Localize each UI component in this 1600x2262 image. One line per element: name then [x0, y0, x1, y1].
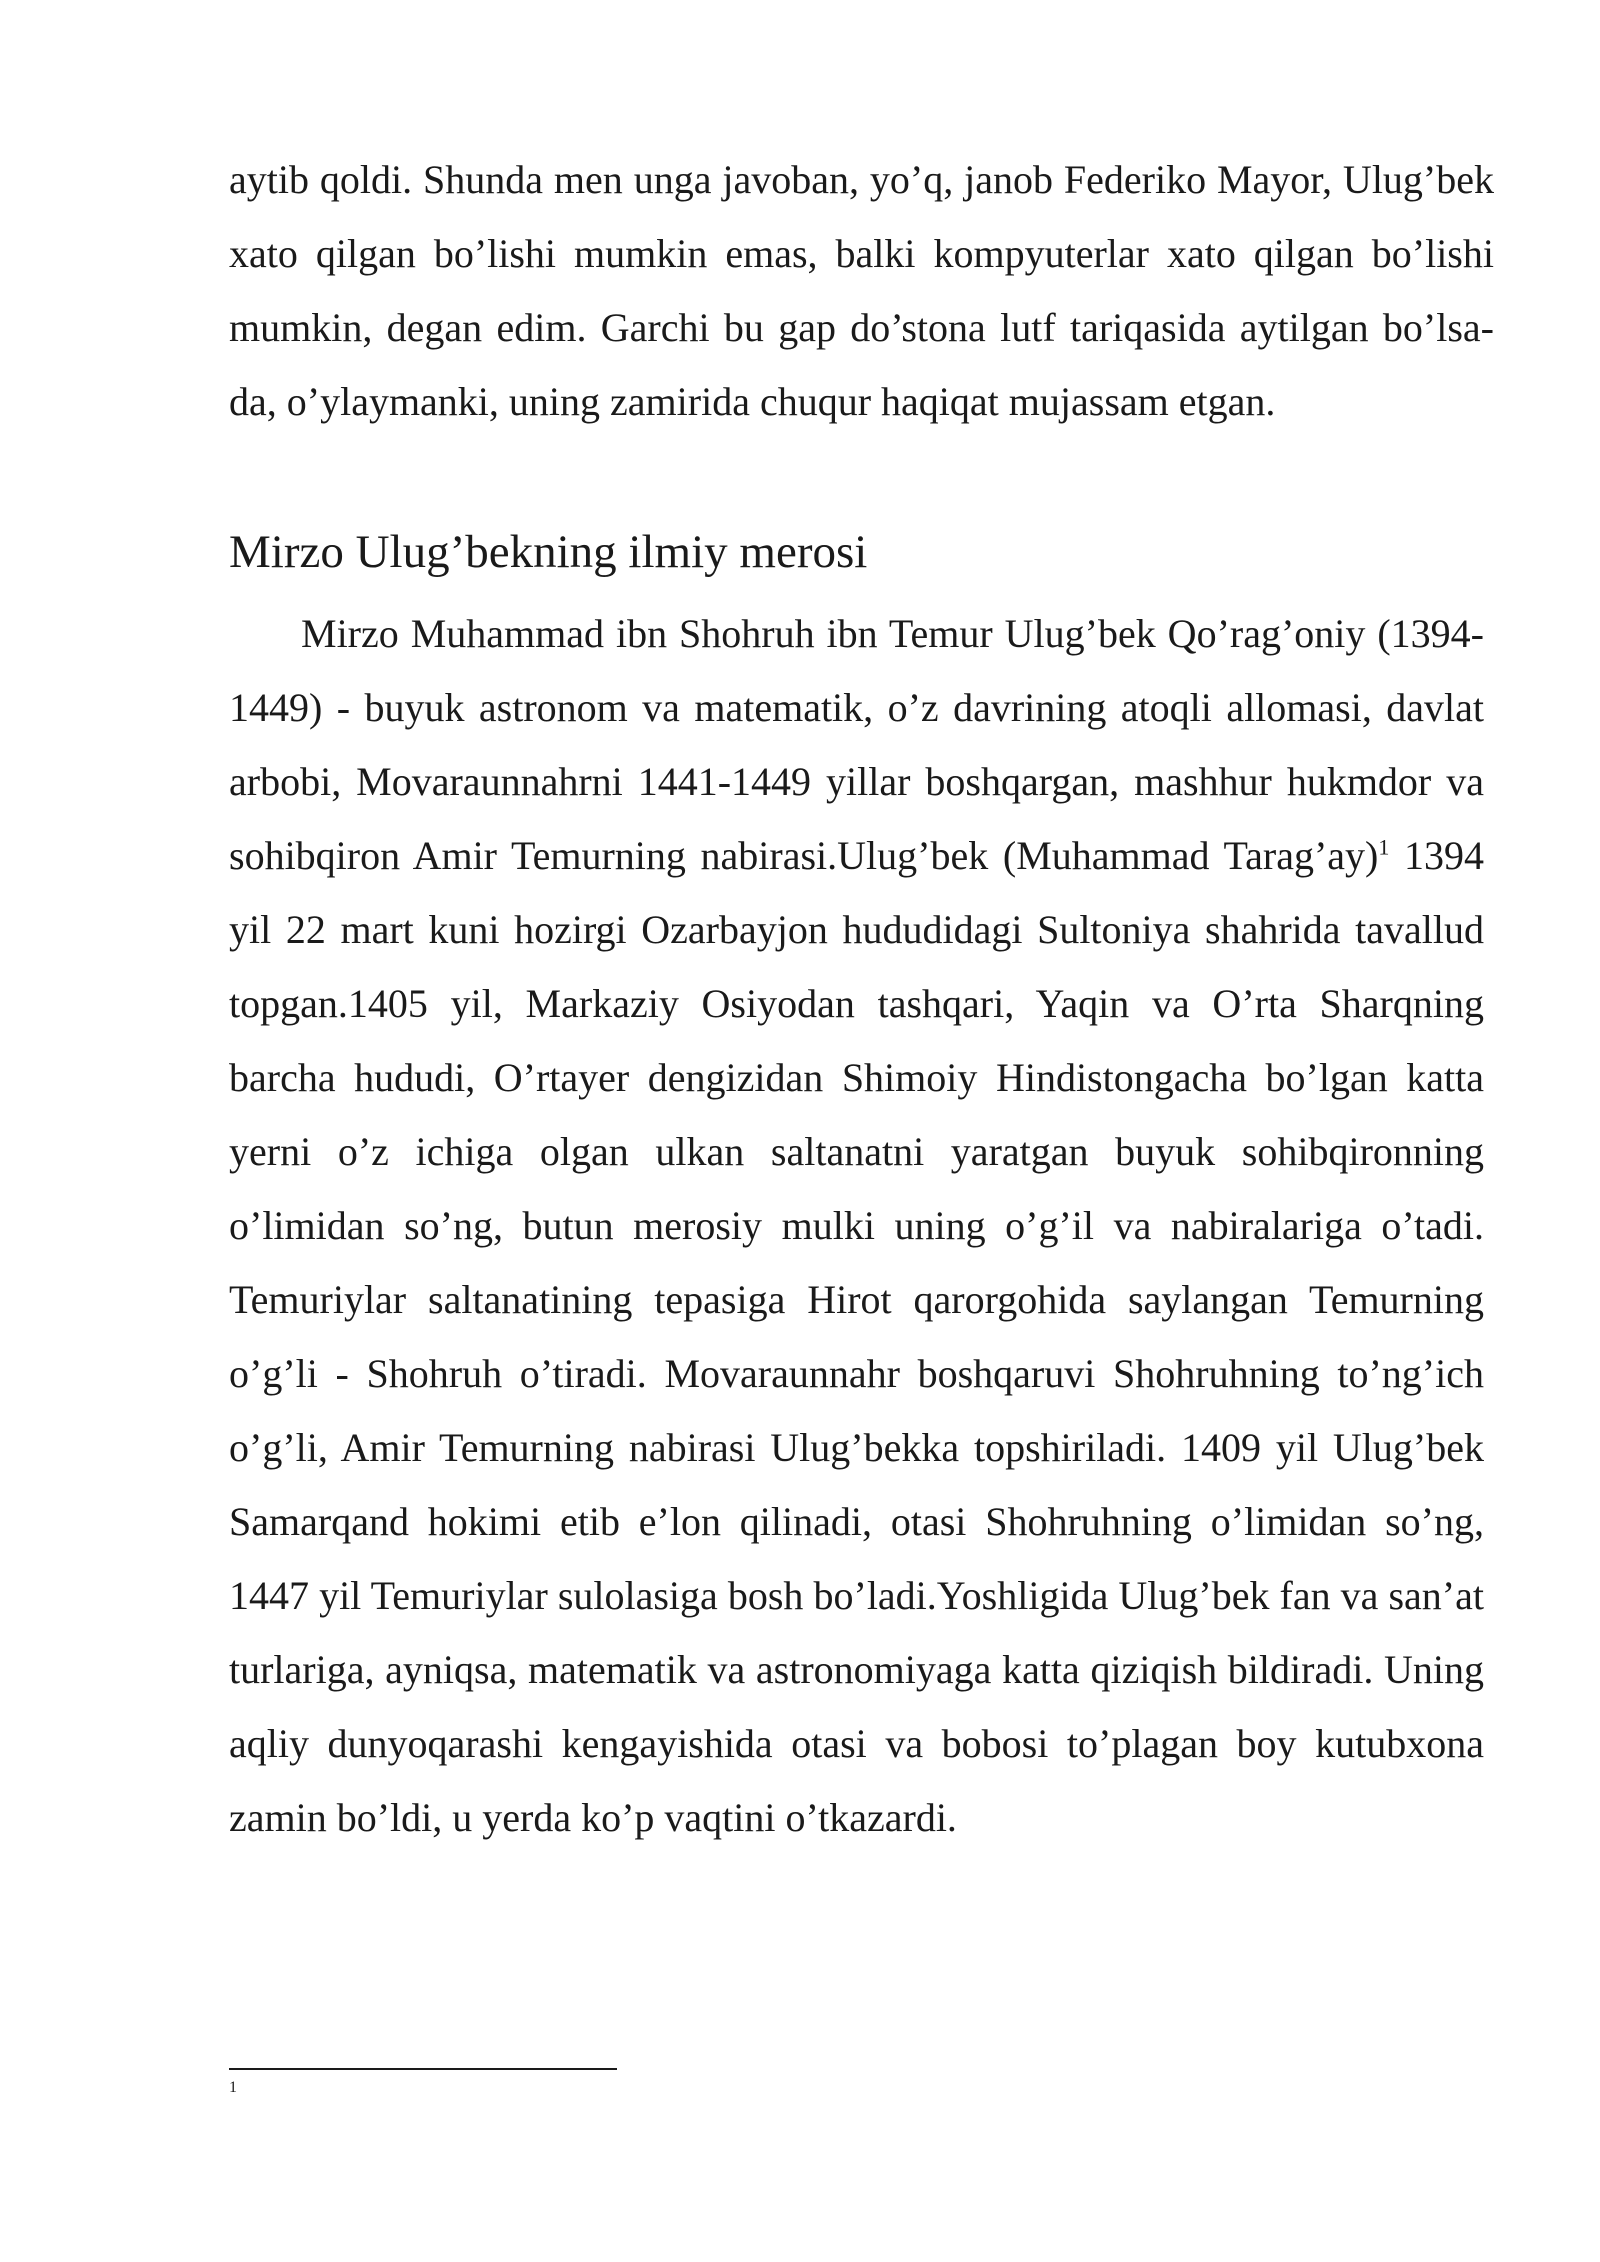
footnote-number: 1	[229, 2079, 237, 2096]
footnote-reference[interactable]: 1	[1378, 834, 1390, 860]
paragraph-main	[229, 597, 1484, 1855]
section-heading: Mirzo Ulug’bekning ilmiy merosi	[229, 526, 868, 578]
paragraph-main-text-part1: Mirzo Muhammad ibn Shohruh ibn Temur Ulug’bek Qo’rag’oniy (1394-1449) - buyuk astronom va matematik, o’z davrining atoqli allomasi, davlat arbobi, Movaraunnahrni 1441-1449 yillar boshqargan, mashhur hukmdor va sohibqiron Amir Temurning nabirasi.Ulug’bek (Muhammad Tarag’ay)	[229, 611, 1484, 878]
paragraph-continued: aytib qoldi. Shunda men unga javoban, yo’q, janob Federiko Mayor, Ulug’bek xato qilgan bo’lishi mumkin emas, balki kompyuterlar xato qilgan bo’lishi mumkin, degan edim. Garchi bu gap do’stona lutf tariqasida aytilgan bo’lsa-da, o’ylaymanki, uning zamirida chuqur haqiqat mujassam etgan.	[229, 157, 1494, 424]
footnote-separator	[229, 2068, 617, 2070]
paragraph-main-text-part2: 1394 yil 22 mart kuni hozirgi Ozarbayjon hududidagi Sultoniya shahrida tavallud topgan.1405 yil, Markaziy Osiyodan tashqari, Yaqin va O’rta Sharqning barcha hududi, O’rtayer dengizidan Shimoiy Hindistongacha bo’lgan katta yerni o’z ichiga olgan ulkan saltanatni yaratgan buyuk sohibqironning o’limidan so’ng, butun merosiy mulki uning o’g’il va nabiralariga o’tadi. Temuriylar saltanatining tepasiga Hirot qarorgohida saylangan Temurning o’g’li - Shohruh o’tiradi. Movaraunnahr boshqaruvi Shohruhning to’ng’ich o’g’li, Amir Temurning nabirasi Ulug’bekka topshiriladi. 1409 yil Ulug’bek Samarqand hokimi etib e’lon qilinadi, otasi Shohruhning o’limidan so’ng, 1447 yil Temuriylar sulolasiga bosh bo’ladi.Yoshligida Ulug’bek fan va san’at turlariga, ayniqsa, matematik va astronomiyaga katta qiziqish bildiradi. Uning aqliy dunyoqarashi kengayishida otasi va bobosi to’plagan boy kutubxona zamin bo’ldi, u yerda ko’p vaqtini o’tkazardi.	[229, 833, 1485, 1840]
